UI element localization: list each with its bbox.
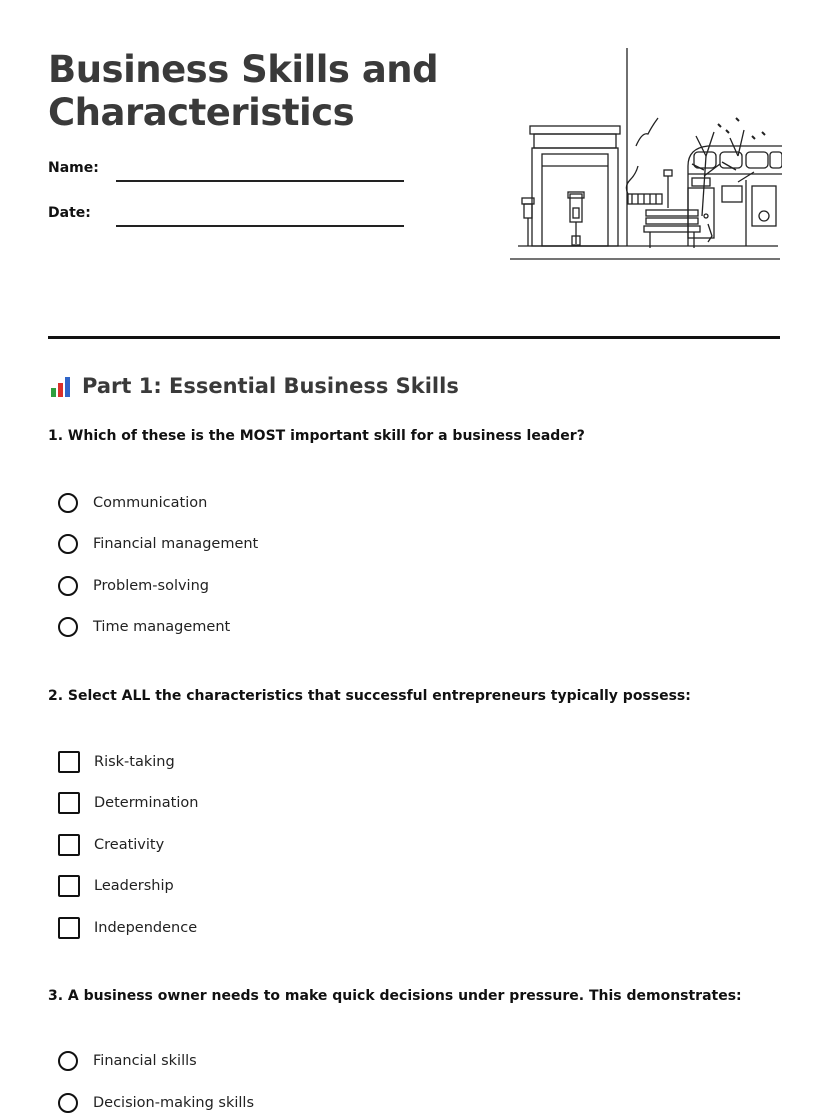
q3-option-decision-making-skills[interactable] xyxy=(58,1091,254,1115)
radio-button[interactable] xyxy=(58,1093,78,1113)
radio-button[interactable] xyxy=(58,576,78,596)
option-label: Problem-solving xyxy=(93,578,209,594)
worksheet-title xyxy=(48,48,438,134)
part-1-heading xyxy=(48,374,459,398)
question-1: 1. Which of these is the MOST important skill for a business leader? xyxy=(48,428,585,444)
option-label: Creativity xyxy=(94,837,165,853)
option-label: Risk-taking xyxy=(94,754,175,770)
checkbox[interactable] xyxy=(58,875,80,897)
radio-button[interactable] xyxy=(58,493,78,513)
date-field[interactable] xyxy=(116,225,404,227)
q1-option-time-management[interactable] xyxy=(58,615,230,639)
checkbox[interactable] xyxy=(58,792,80,814)
title-line-1: Business Skills and xyxy=(48,48,439,91)
radio-button[interactable] xyxy=(58,617,78,637)
checkbox[interactable] xyxy=(58,834,80,856)
option-label: Determination xyxy=(94,795,199,811)
q2-option-independence[interactable] xyxy=(58,916,197,940)
q1-option-financial-management[interactable] xyxy=(58,532,258,556)
checkbox[interactable] xyxy=(58,917,80,939)
name-field[interactable] xyxy=(116,180,404,182)
option-label: Independence xyxy=(94,920,198,936)
question-3: 3. A business owner needs to make quick decisions under pressure. This demonstrates: xyxy=(48,988,742,1004)
option-label: Decision-making skills xyxy=(93,1095,254,1111)
q2-option-creativity[interactable] xyxy=(58,833,164,857)
option-label: Financial management xyxy=(93,536,259,552)
checkbox[interactable] xyxy=(58,751,80,773)
bar-chart-icon xyxy=(48,374,72,398)
option-label: Financial skills xyxy=(93,1053,197,1069)
question-2: 2. Select ALL the characteristics that successful entrepreneurs typically possess: xyxy=(48,688,691,704)
street-scene-illustration xyxy=(508,46,782,264)
section-divider xyxy=(48,336,780,339)
q2-option-leadership[interactable] xyxy=(58,874,174,898)
option-label: Leadership xyxy=(94,878,174,894)
q2-option-risk-taking[interactable] xyxy=(58,750,175,774)
radio-button[interactable] xyxy=(58,534,78,554)
date-label: Date: xyxy=(48,205,91,221)
part-1-heading-text: Part 1: Essential Business Skills xyxy=(82,374,459,398)
q3-option-financial-skills[interactable] xyxy=(58,1049,197,1073)
option-label: Time management xyxy=(93,619,231,635)
q2-option-determination[interactable] xyxy=(58,791,198,815)
option-label: Communication xyxy=(93,495,208,511)
q1-option-problem-solving[interactable] xyxy=(58,574,209,598)
q1-option-communication[interactable] xyxy=(58,491,207,515)
title-line-2: Characteristics xyxy=(48,91,355,134)
radio-button[interactable] xyxy=(58,1051,78,1071)
name-label: Name: xyxy=(48,160,99,176)
